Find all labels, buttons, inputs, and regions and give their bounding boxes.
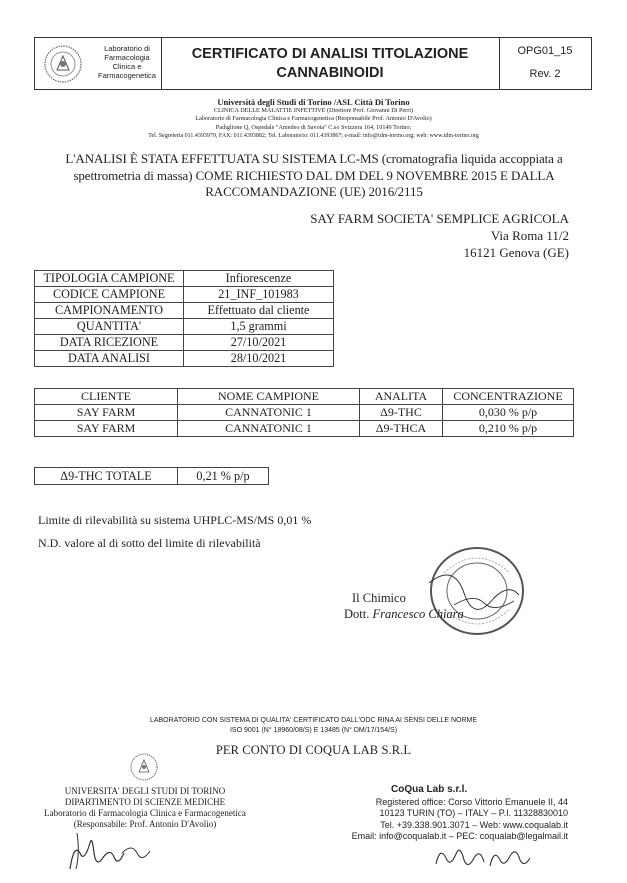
sample-info-label: TIPOLOGIA CAMPIONE xyxy=(35,271,184,287)
analysis-statement: L'ANALISI È STATA EFFETTUATA SU SISTEMA LC-MS (cromatografia liquida accoppiata a spettrometria di massa) COME RICHIESTO DAL DM DEL 9 NOVEMBRE 2015 E DALLA RACCOMANDAZIONE (UE) 2016/2115 xyxy=(65,151,563,199)
on-behalf-line: PER CONTO DI COQUA LAB S.R.L xyxy=(215,743,412,757)
signature-role: Il Chimico xyxy=(352,591,406,605)
results-cell: SAY FARM xyxy=(35,421,178,437)
header-cell: CONCENTRAZIONE xyxy=(443,389,574,405)
sample-info-label: DATA RICEZIONE xyxy=(35,335,184,351)
handwritten-signature-icon xyxy=(62,823,182,875)
sample-info-label: DATA ANALISI xyxy=(35,351,184,367)
chemist-stamp-icon xyxy=(424,543,530,639)
detection-limit-note: Limite di rilevabilità su sistema UHPLC-MS/MS 0,01 % xyxy=(38,513,312,527)
sample-info-row xyxy=(35,287,334,303)
total-table xyxy=(34,467,269,485)
total-row xyxy=(35,468,269,485)
document-header xyxy=(34,37,592,90)
sample-info-value: 28/10/2021 xyxy=(184,351,334,367)
company-info: Registered office: Corso Vittorio Emanuele II, 44 10123 TURIN (TO) – ITALY – P.I. 11328830010 Tel. +39.338.901.3071 – Web: www.coqualab.it Email: info@coqualab.it – PEC: coqualab@legalmail.it xyxy=(351,797,568,841)
sample-info-table xyxy=(34,270,334,367)
sample-info-value: 21_INF_101983 xyxy=(184,287,334,303)
results-cell: SAY FARM xyxy=(35,405,178,421)
results-table xyxy=(34,388,574,437)
nd-note: N.D. valore al di sotto del limite di rilevabilità xyxy=(38,536,261,550)
header-cell: NOME CAMPIONE xyxy=(178,389,360,405)
sample-info-row xyxy=(35,271,334,287)
sample-info-row xyxy=(35,351,334,367)
results-cell: 0,210 % p/p xyxy=(443,421,574,437)
signature-name-line: Dott. Francesco Chiara xyxy=(344,607,464,621)
results-cell: Δ9-THC xyxy=(360,405,443,421)
university-seal-icon xyxy=(43,44,83,84)
sample-info-value: Effettuato dal cliente xyxy=(184,303,334,319)
quality-line-1: LABORATORIO CON SISTEMA DI QUALITA' CERTIFICATO DALL'ODC RINA AI SENSI DELLE NORME xyxy=(149,717,478,724)
results-cell: Δ9-THCA xyxy=(360,421,443,437)
header-cell: ANALITA xyxy=(360,389,443,405)
lab-logo-cell xyxy=(35,38,162,89)
doc-code: OPG01_15 xyxy=(517,45,573,57)
results-cell: CANNATONIC 1 xyxy=(178,405,360,421)
university-info: Università degli Studi di Torino /ASL Città Di Torino CLINICA DELLE MALATTIE INFETTIVE (Direttore Prof. Giovanni Di Perri) Laboratorio di Farmacologia Clinica e Farmacogenetica (Responsabile Prof. Antonio D'Avolio) Padiglione Q, Ospedale "Amedeo di Savoia" C.so Svizzera 164, 10149 Torino; Tel. Segreteria 011.4393979, FAX: 011.4393882; Tel. Laboratorio: 011.4393867; e-mail: info@tdm-torino.org; web: www.tdm-torino.org xyxy=(148,97,479,140)
university-footer: UNIVERSITA' DEGLI STUDI DI TORINO DIPARTIMENTO DI SCIENZE MEDICHE Laboratorio di Farmacologia Clinica e Farmacogenetica (Responsabile: Prof. Antonio D'Avolio) xyxy=(44,786,246,829)
total-label: Δ9-THC TOTALE xyxy=(35,468,178,485)
client-street: Via Roma 11/2 xyxy=(490,228,569,243)
sample-info-value: Infiorescenze xyxy=(184,271,334,287)
lab-name: Laboratorio di Farmacologia Clinica e Farmacogenetica xyxy=(98,44,156,80)
sample-info-value: 27/10/2021 xyxy=(184,335,334,351)
sample-info-row xyxy=(35,319,334,335)
results-cell: 0,030 % p/p xyxy=(443,405,574,421)
header-cell: CLIENTE xyxy=(35,389,178,405)
client-name: SAY FARM SOCIETA' SEMPLICE AGRICOLA xyxy=(310,211,569,226)
revision: Rev. 2 xyxy=(529,68,561,80)
quality-line-2: ISO 9001 (N° 18960/08/S) E 13485 (N° DM/17/154/S) xyxy=(229,727,398,734)
document-title: CERTIFICATO DI ANALISI TITOLAZIONE CANNABINOIDI xyxy=(161,38,500,89)
sample-info-row xyxy=(35,303,334,319)
results-row xyxy=(35,421,574,437)
results-header-row xyxy=(35,389,574,405)
sample-info-value: 1,5 grammi xyxy=(184,319,334,335)
handwritten-signature-icon xyxy=(430,836,540,876)
company-name: CoQua Lab s.r.l. xyxy=(391,784,468,795)
sample-info-label: CAMPIONAMENTO xyxy=(35,303,184,319)
sample-info-label: CODICE CAMPIONE xyxy=(35,287,184,303)
sample-info-row xyxy=(35,335,334,351)
results-row xyxy=(35,405,574,421)
sample-info-label: QUANTITA' xyxy=(35,319,184,335)
results-cell: CANNATONIC 1 xyxy=(178,421,360,437)
document-code-cell xyxy=(499,38,591,89)
university-seal-icon xyxy=(129,752,159,782)
total-value: 0,21 % p/p xyxy=(178,468,269,485)
client-city: 16121 Genova (GE) xyxy=(463,245,569,260)
